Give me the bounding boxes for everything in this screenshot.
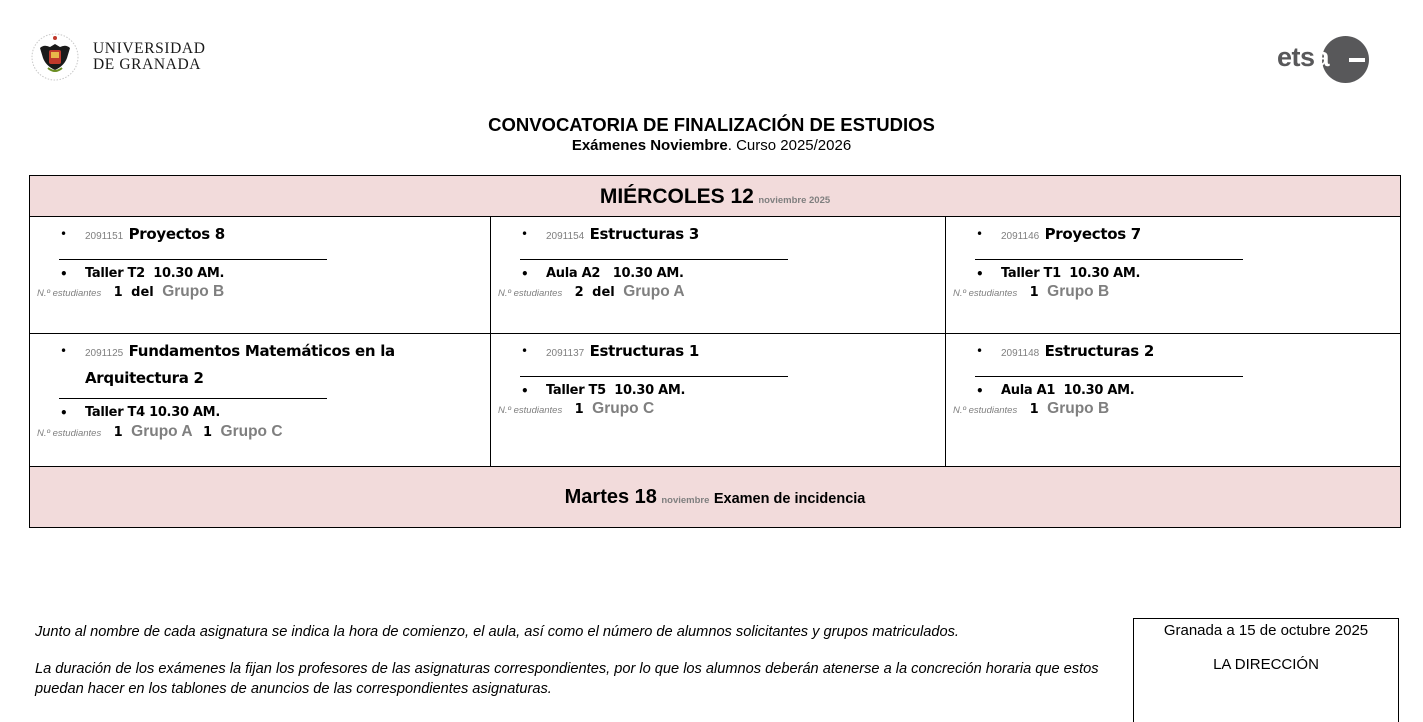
- student-number: 1: [1029, 285, 1039, 300]
- student-count: [953, 283, 1115, 301]
- divider: [520, 376, 788, 377]
- group-label: Grupo B: [1047, 400, 1110, 417]
- student-number: 1: [203, 425, 213, 440]
- divider: [59, 398, 327, 399]
- subject-name: Proyectos 8: [128, 225, 225, 243]
- bullet-icon: •: [521, 344, 529, 358]
- divider: [975, 376, 1243, 377]
- exam-room-time: [60, 266, 224, 281]
- signature-signer: LA DIRECCIÓN: [1213, 656, 1319, 673]
- university-name-line1: UNIVERSIDAD: [93, 40, 206, 57]
- student-number: 1: [574, 402, 584, 417]
- etsa-suffix: a: [1314, 42, 1330, 72]
- subject-name: Estructuras 3: [589, 225, 699, 243]
- schedule-row: [30, 217, 1400, 334]
- divider: [520, 259, 788, 260]
- bullet-icon: •: [521, 227, 529, 241]
- etsa-prefix: ets: [1277, 42, 1315, 72]
- subject-name: Proyectos 7: [1044, 225, 1141, 243]
- exam-subject: [521, 222, 871, 249]
- students-label: N.º estudiantes: [37, 288, 102, 299]
- room-time-text: Aula A1 10.30 AM.: [1001, 383, 1135, 398]
- etsa-logo: [1276, 36, 1371, 84]
- exam-cell: [491, 217, 946, 333]
- group-label: Grupo C: [592, 400, 655, 417]
- students-label: N.º estudiantes: [953, 405, 1018, 416]
- student-count: [498, 400, 660, 418]
- subject-code: 2091125: [85, 348, 124, 359]
- bullet-icon: •: [976, 344, 984, 358]
- subtitle-bold: Exámenes Noviembre: [571, 137, 728, 154]
- bullet-icon: •: [60, 406, 68, 420]
- exam-cell: [946, 334, 1400, 466]
- exam-cell: [30, 334, 491, 466]
- incident-exam-label: Examen de incidencia: [713, 491, 866, 507]
- room-time-text: Taller T1 10.30 AM.: [1001, 266, 1141, 281]
- bullet-icon: •: [521, 384, 529, 398]
- note-schedule-info: Junto al nombre de cada asignatura se indica la hora de comienzo, el aula, así como el número de alumnos solicitantes y grupos matriculados.: [35, 624, 959, 640]
- divider: [59, 259, 327, 260]
- student-count: [953, 400, 1115, 418]
- student-count: [498, 283, 691, 301]
- exam-subject: [60, 339, 410, 390]
- day-header-wednesday: [30, 176, 1400, 217]
- exam-room-time: [976, 266, 1140, 281]
- day-header-tuesday: [30, 467, 1400, 527]
- university-logo: [30, 32, 206, 82]
- students-label: N.º estudiantes: [498, 405, 563, 416]
- student-number: 1: [113, 425, 123, 440]
- student-number: 2: [574, 285, 584, 300]
- room-time-text: Taller T2 10.30 AM.: [85, 266, 225, 281]
- bullet-icon: •: [60, 344, 68, 358]
- student-number: 1: [113, 285, 123, 300]
- etsa-wordmark: [1277, 42, 1329, 73]
- group-label: Grupo B: [1047, 283, 1110, 300]
- subject-name: Estructuras 1: [589, 342, 699, 360]
- student-del: del: [592, 285, 615, 300]
- etsa-dash-icon: [1349, 58, 1365, 62]
- students-label: N.º estudiantes: [953, 288, 1018, 299]
- exam-room-time: [521, 383, 685, 398]
- signature-date: Granada a 15 de octubre 2025: [1163, 622, 1369, 639]
- student-number: 1: [1029, 402, 1039, 417]
- note-exam-duration: La duración de los exámenes la fijan los profesores de las asignaturas correspondientes, por lo que los alumnos deberán atenerse a la concreción horaria que estos puedan hacer en los tablones de anuncios de las correspondientes asignaturas.: [35, 661, 1099, 697]
- student-count: [37, 283, 230, 301]
- subject-name: Estructuras 2: [1044, 342, 1154, 360]
- exam-cell: [30, 217, 491, 333]
- bullet-icon: •: [976, 227, 984, 241]
- bullet-icon: •: [521, 267, 529, 281]
- university-seal-icon: [30, 32, 80, 82]
- subtitle-rest: . Curso 2025/2026: [727, 137, 852, 154]
- subject-code: 2091137: [546, 348, 585, 359]
- room-time-text: Taller T5 10.30 AM.: [546, 383, 686, 398]
- exam-room-time: [521, 266, 684, 281]
- schedule-row: [30, 334, 1400, 467]
- document-title: CONVOCATORIA DE FINALIZACIÓN DE ESTUDIOS: [488, 114, 935, 135]
- day-label: MIÉRCOLES 12: [599, 185, 754, 208]
- students-label: N.º estudiantes: [37, 428, 102, 439]
- divider: [975, 259, 1243, 260]
- exam-subject: [976, 339, 1326, 366]
- exam-subject: [976, 222, 1326, 249]
- exam-cell: [491, 334, 946, 466]
- subject-code: 2091154: [546, 231, 585, 242]
- university-name: [93, 41, 206, 73]
- bullet-icon: •: [60, 227, 68, 241]
- group-label: Grupo B: [162, 283, 225, 300]
- subject-name: Fundamentos Matemáticos en la Arquitectura 2: [85, 342, 395, 387]
- room-time-text: Aula A2 10.30 AM.: [546, 266, 684, 281]
- university-name-line2: DE GRANADA: [93, 56, 202, 73]
- exam-schedule-table: [29, 175, 1401, 528]
- subject-code: 2091148: [1001, 348, 1040, 359]
- group-label: Grupo A: [623, 283, 685, 300]
- exam-cell: [946, 217, 1400, 333]
- bullet-icon: •: [976, 384, 984, 398]
- day-label: Martes 18: [564, 486, 657, 508]
- student-count: [37, 423, 289, 441]
- group-label: Grupo C: [220, 423, 283, 440]
- bullet-icon: •: [60, 267, 68, 281]
- students-label: N.º estudiantes: [498, 288, 563, 299]
- exam-subject: [521, 339, 871, 366]
- document-subtitle: [0, 137, 1423, 154]
- exam-room-time: [60, 405, 220, 420]
- subject-code: 2091151: [85, 231, 124, 242]
- subject-code: 2091146: [1001, 231, 1040, 242]
- room-time-text: Taller T4 10.30 AM.: [85, 405, 220, 420]
- exam-subject: [60, 222, 410, 249]
- footer-notes: [35, 622, 1130, 699]
- bullet-icon: •: [976, 267, 984, 281]
- exam-room-time: [976, 383, 1134, 398]
- day-month-year: noviembre 2025: [758, 195, 831, 206]
- day-month: noviembre: [661, 495, 710, 506]
- signature-box: [1133, 618, 1399, 722]
- student-del: del: [131, 285, 154, 300]
- group-label: Grupo A: [131, 423, 193, 440]
